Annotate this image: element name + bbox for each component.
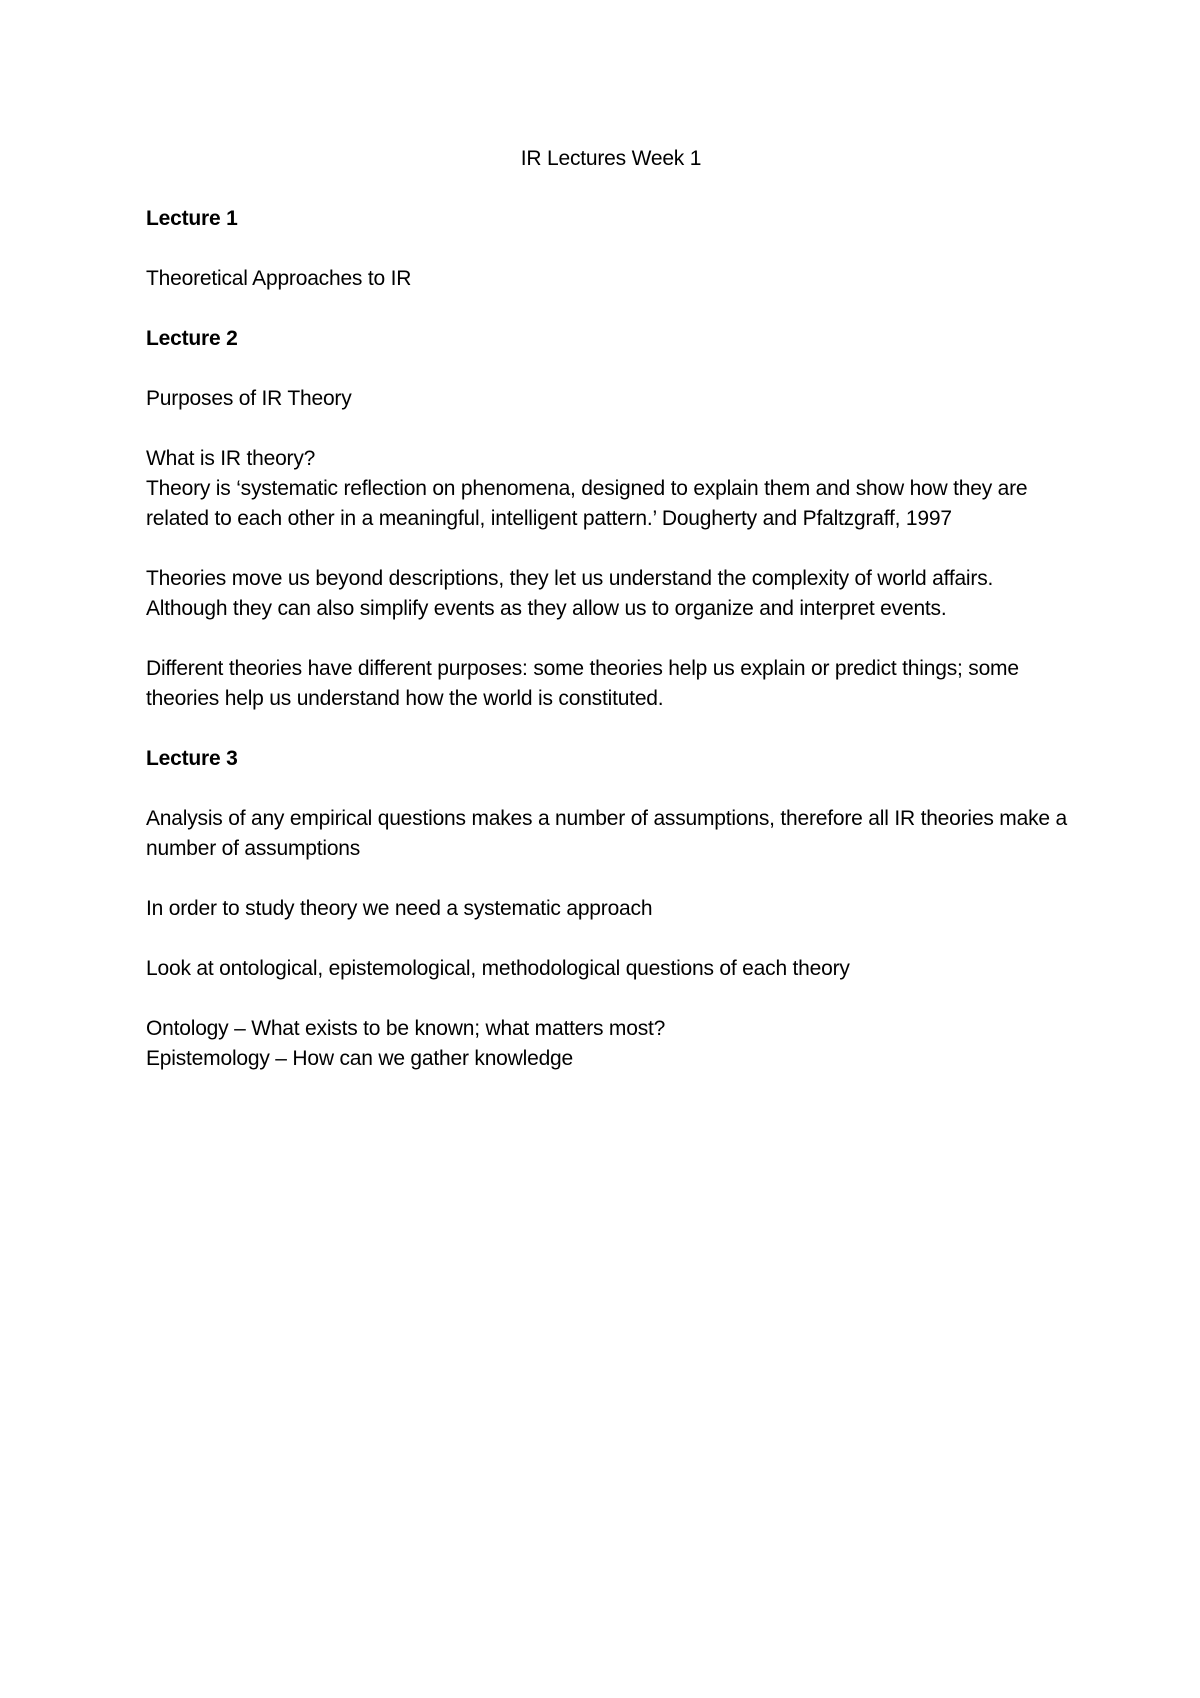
lecture-2-definition: Theory is ‘systematic reflection on phenomena, designed to explain them and show how they are related to each other in a meaningful, intelligent pattern.’ Dougherty and Pfaltzgraff, 1997 [146, 477, 1028, 530]
spacer [146, 354, 1076, 384]
lecture-1-heading: Lecture 1 [146, 207, 238, 230]
spacer [146, 174, 1076, 204]
lecture-3-paragraph-1: Analysis of any empirical questions makes a number of assumptions, therefore all IR theories make a number of assumptions [146, 807, 1067, 860]
spacer [146, 864, 1076, 894]
lecture-2-paragraph-2: Different theories have different purposes: some theories help us explain or predict things; some theories help us understand how the world is constituted. [146, 657, 1019, 710]
lecture-3-paragraph-2: In order to study theory we need a systematic approach [146, 897, 653, 920]
spacer [146, 924, 1076, 954]
lecture-3-paragraph-3: Look at ontological, epistemological, methodological questions of each theory [146, 957, 850, 980]
spacer [146, 624, 1076, 654]
spacer [146, 774, 1076, 804]
spacer [146, 984, 1076, 1014]
lecture-3-heading: Lecture 3 [146, 747, 238, 770]
spacer [146, 714, 1076, 744]
document-body [146, 144, 1076, 1074]
lecture-2-paragraph-1: Theories move us beyond descriptions, they let us understand the complexity of world affairs. Although they can also simplify events as they allow us to organize and interpret events. [146, 567, 994, 620]
ontology-line: Ontology – What exists to be known; what matters most? [146, 1017, 666, 1040]
spacer [146, 534, 1076, 564]
spacer [146, 294, 1076, 324]
epistemology-line: Epistemology – How can we gather knowledge [146, 1047, 574, 1070]
lecture-2-heading: Lecture 2 [146, 327, 238, 350]
lecture-2-question: What is IR theory? [146, 447, 316, 470]
spacer [146, 234, 1076, 264]
lecture-1-subtitle: Theoretical Approaches to IR [146, 267, 412, 290]
spacer [146, 414, 1076, 444]
document-title: IR Lectures Week 1 [520, 147, 702, 170]
lecture-2-subtitle: Purposes of IR Theory [146, 387, 352, 410]
